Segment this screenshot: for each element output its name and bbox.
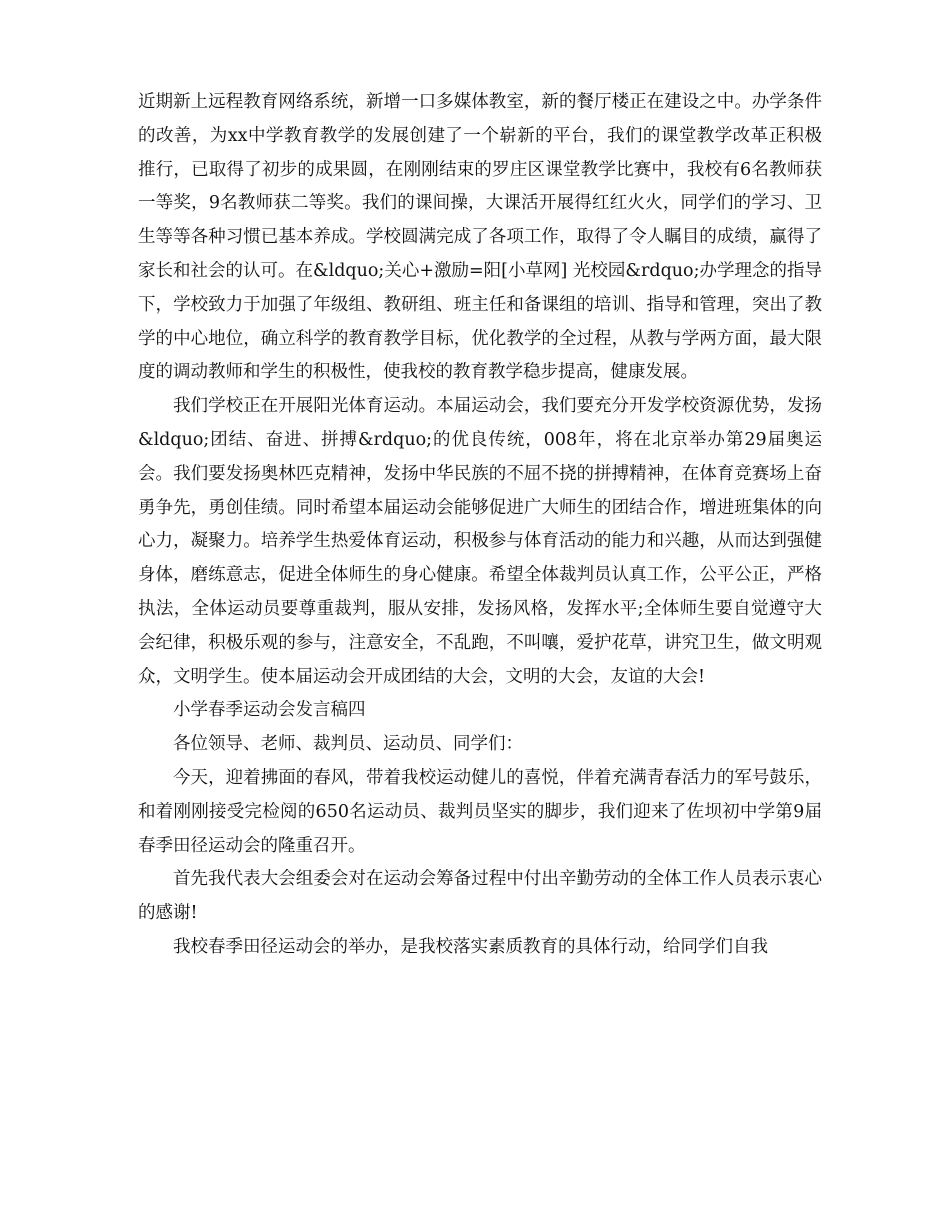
- paragraph-3: 今天，迎着拂面的春风，带着我校运动健儿的喜悦，伴着充满青春活力的军号鼓乐，和着刚刚接受完检阅的650名运动员、裁判员坚实的脚步，我们迎来了佐坝初中学第9届春季田径运动会的隆重召开。: [138, 767, 822, 856]
- salutation: 各位领导、老师、裁判员、运动员、同学们：: [173, 734, 523, 755]
- section-heading: 小学春季运动会发言稿四: [173, 700, 366, 721]
- paragraph-2: 我们学校正在开展阳光体育运动。本届运动会，我们要充分开发学校资源优势，发扬&ldquo;团结、奋进、拼搏&rdquo;的优良传统，008年，将在北京举办第29届奥运会。我们要发扬奥林匹克精神，发扬中华民族的不屈不挠的拼搏精神，在体育竞赛场上奋勇争先，勇创佳绩。同时希望本届运动会能够促进广大师生的团结合作，增进班集体的向心力，凝聚力。培养学生热爱体育运动，积极参与体育活动的能力和兴趣，从而达到强健身体，磨练意志，促进全体师生的身心健康。希望全体裁判员认真工作，公平公正，严格执法，全体运动员要尊重裁判，服从安排，发扬风格，发挥水平;全体师生要自觉遵守大会纪律，积极乐观的参与，注意安全，不乱跑，不叫嚷，爱护花草，讲究卫生，做文明观众，文明学生。使本届运动会开成团结的大会，文明的大会，友谊的大会!: [138, 396, 822, 687]
- paragraph-5: 我校春季田径运动会的举办，是我校落实素质教育的具体行动，给同学们自我: [173, 936, 768, 957]
- document-page: [138, 86, 822, 965]
- paragraph-1: 近期新上远程教育网络系统，新增一口多媒体教室，新的餐厅楼正在建设之中。办学条件的改善，为xx中学教育教学的发展创建了一个崭新的平台，我们的课堂教学改革正积极推行，已取得了初步的成果圆，在刚刚结束的罗庄区课堂教学比赛中，我校有6名教师获一等奖，9名教师获二等奖。我们的课间操，大课活开展得红红火火，同学们的学习、卫生等等各种习惯已基本养成。学校圆满完成了各项工作，取得了令人瞩目的成绩，赢得了家长和社会的认可。在&ldquo;关心+激励=阳[小草网] 光校园&rdquo;办学理念的指导下，学校致力于加强了年级组、教研组、班主任和备课组的培训、指导和管理，突出了教学的中心地位，确立科学的教育教学目标，优化教学的全过程，从教与学两方面，最大限度的调动教师和学生的积极性，使我校的教育教学稳步提高，健康发展。: [138, 92, 822, 383]
- paragraph-4: 首先我代表大会组委会对在运动会筹备过程中付出辛勤劳动的全体工作人员表示衷心的感谢!: [138, 869, 822, 924]
